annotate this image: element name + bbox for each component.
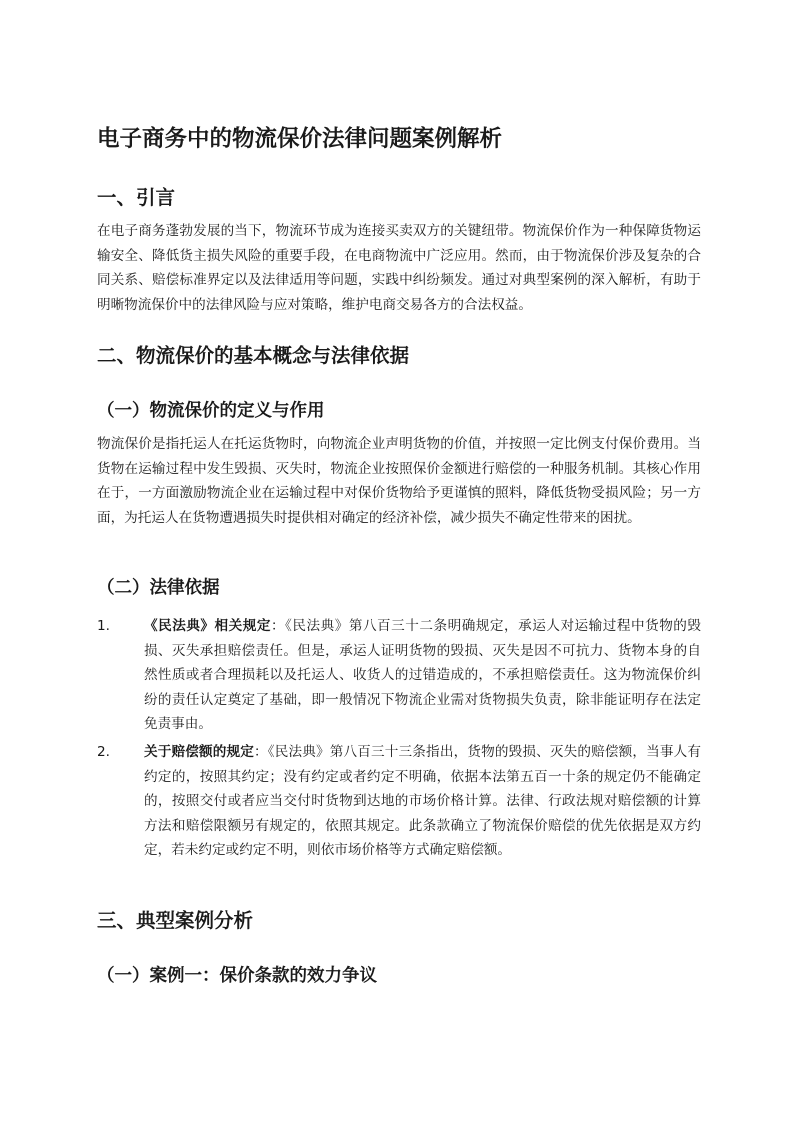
section-heading-intro: 一、引言 xyxy=(97,186,176,209)
list-number: 2. xyxy=(97,744,110,760)
list-body: ：《民法典》第八百三十二条明确规定，承运人对运输过程中货物的毁损、灭失承担赔偿责任。但是，承运人证明货物的毁损、灭失是因不可抗力、货物本身的自然性质或者合理损耗以及托运人、收货人的过错造成的，不承担赔偿责任。这为物流保价纠纷的责任认定奠定了基础，即一般情况下物流企业需对货物损失负责，除非能证明存在法定免责事由。 xyxy=(144,618,702,732)
intro-paragraph: 在电子商务蓬勃发展的当下，物流环节成为连接买卖双方的关键纽带。物流保价作为一种保障货物运输安全、降低货主损失风险的重要手段，在电商物流中广泛应用。然而，由于物流保价涉及复杂的合同关系、赔偿标准界定以及法律适用等问题，实践中纠纷频发。通过对典型案例的深入解析，有助于明晰物流保价中的法律风险与应对策略，维护电商交易各方的合法权益。 xyxy=(97,223,701,313)
list-text xyxy=(144,614,701,737)
subsection-heading-legal-basis: （二）法律依据 xyxy=(97,578,220,598)
document-title: 电子商务中的物流保价法律问题案例解析 xyxy=(97,126,503,152)
list-label: 关于赔偿额的规定 xyxy=(144,744,255,760)
definition-paragraph: 物流保价是指托运人在托运货物时，向物流企业声明货物的价值，并按照一定比例支付保价费用。当货物在运输过程中发生毁损、灭失时，物流企业按照保价金额进行赔偿的一种服务机制。其核心作用在于，一方面激励物流企业在运输过程中对保价货物给予更谨慎的照料，降低货物受损风险；另一方面，为托运人在货物遭遇损失时提供相对确定的经济补偿，减少损失不确定性带来的困扰。 xyxy=(97,436,701,526)
list-body: ：《民法典》第八百三十三条指出，货物的毁损、灭失的赔偿额，当事人有约定的，按照其约定；没有约定或者约定不明确，依据本法第五百一十条的规定仍不能确定的，按照交付或者应当交付时货物到达地的市场价格计算。法律、行政法规对赔偿额的计算方法和赔偿限额另有规定的，依照其规定。此条款确立了物流保价赔偿的优先依据是双方约定，若未约定或约定不明，则依市场价格等方式确定赔偿额。 xyxy=(144,744,702,858)
list-text xyxy=(144,740,701,863)
subsection-heading-case-one: （一）案例一：保价条款的效力争议 xyxy=(97,966,377,986)
section-heading-basics: 二、物流保价的基本概念与法律依据 xyxy=(97,344,410,367)
list-label: 《民法典》相关规定 xyxy=(144,618,271,634)
section-heading-cases: 三、典型案例分析 xyxy=(97,909,254,932)
subsection-heading-definition: （一）物流保价的定义与作用 xyxy=(97,401,325,421)
list-number: 1. xyxy=(97,618,110,634)
